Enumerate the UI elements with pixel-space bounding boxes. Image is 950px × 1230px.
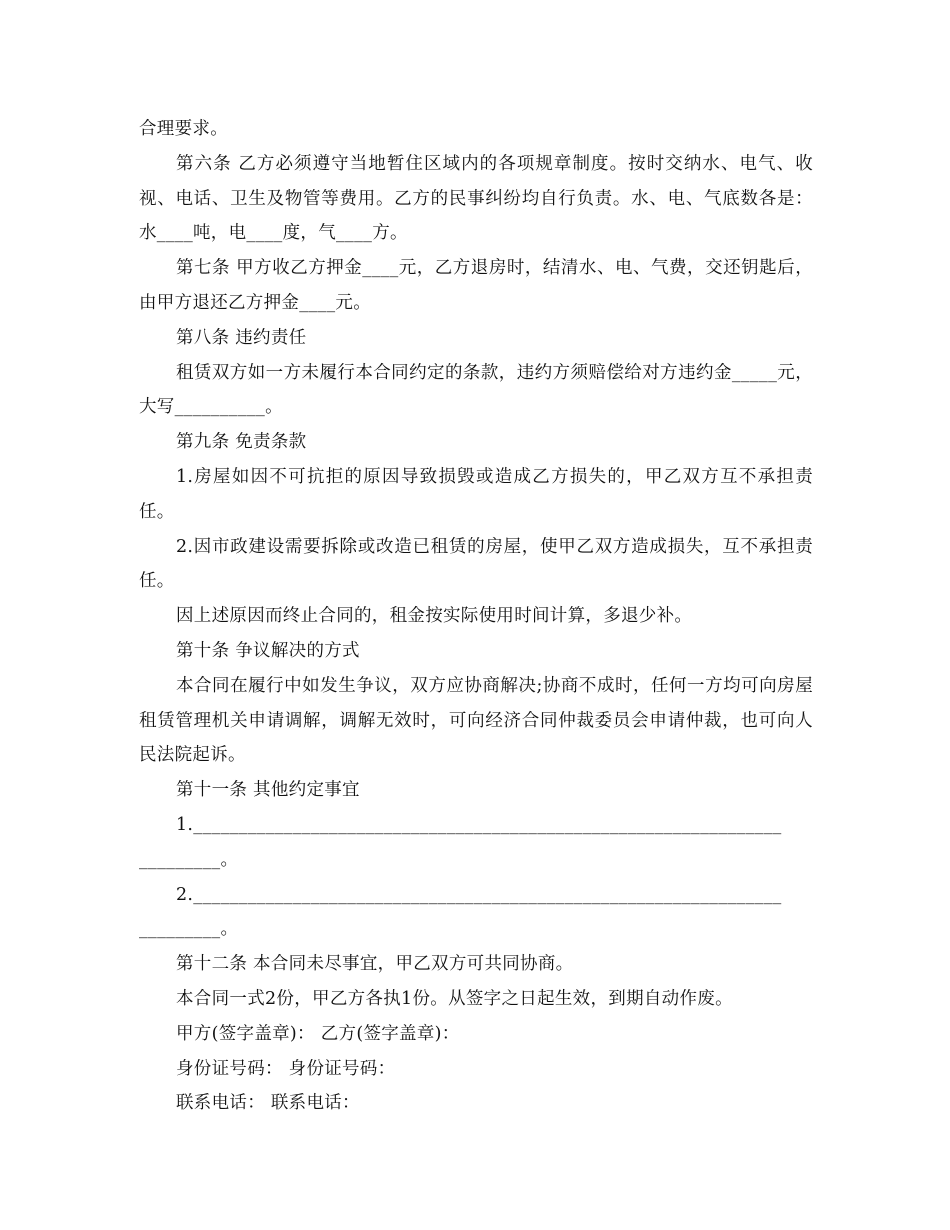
article-8-heading: 第八条 违约责任: [176, 327, 307, 348]
article-9-heading: 第九条 免责条款: [176, 432, 307, 453]
article-9-item-1: 1.房屋如因不可抗拒的原因导致损毁或造成乙方损失的，甲乙双方互不承担责任。: [139, 466, 813, 522]
article-11-item-2-end: _________。: [139, 919, 239, 940]
article-6-paragraph: 第六条 乙方必须遵守当地暂住区域内的各项规章制度。按时交纳水、电气、收视、电话、卫生及物管等费用。乙方的民事纠纷均自行负责。水、电、气底数各是：水____吨，电____度，气____方。: [139, 153, 813, 244]
phone-line: 联系电话： 联系电话：: [176, 1093, 360, 1114]
article-11-item-2-blank: 2._________________________________________________________________: [176, 884, 782, 905]
article-7-paragraph: 第七条 甲方收乙方押金____元，乙方退房时，结清水、电、气费，交还钥匙后，由甲方退还乙方押金____元。: [139, 258, 813, 313]
copies-paragraph: 本合同一式2份，甲乙方各执1份。从签字之日起生效，到期自动作废。: [176, 988, 733, 1009]
article-9-note: 因上述原因而终止合同的，租金按实际使用时间计算，多退少补。: [176, 606, 693, 627]
id-number-line: 身份证号码： 身份证号码：: [176, 1058, 396, 1079]
paragraph-continuation: 合理要求。: [139, 119, 228, 139]
article-11-item-1-end: _________。: [139, 849, 239, 870]
article-10-body: 本合同在履行中如发生争议，双方应协商解决;协商不成时，任何一方均可向房屋租赁管理机关申请调解，调解无效时，可向经济合同仲裁委员会申请仲裁，也可向人民法院起诉。: [139, 675, 813, 766]
signature-line: 甲方(签字盖章)： 乙方(签字盖章)：: [176, 1023, 460, 1044]
document-body: [139, 112, 813, 1121]
article-12-paragraph: 第十二条 本合同未尽事宜，甲乙双方可共同协商。: [176, 954, 574, 975]
article-11-item-1-blank: 1._________________________________________________________________: [176, 814, 782, 835]
article-11-heading: 第十一条 其他约定事宜: [176, 780, 360, 801]
article-10-heading: 第十条 争议解决的方式: [176, 640, 360, 661]
article-8-body: 租赁双方如一方未履行本合同约定的条款，违约方须赔偿给对方违约金_____元，大写__________。: [139, 362, 813, 418]
article-9-item-2: 2.因市政建设需要拆除或改造已租赁的房屋，使甲乙双方造成损失，互不承担责任。: [139, 536, 813, 592]
